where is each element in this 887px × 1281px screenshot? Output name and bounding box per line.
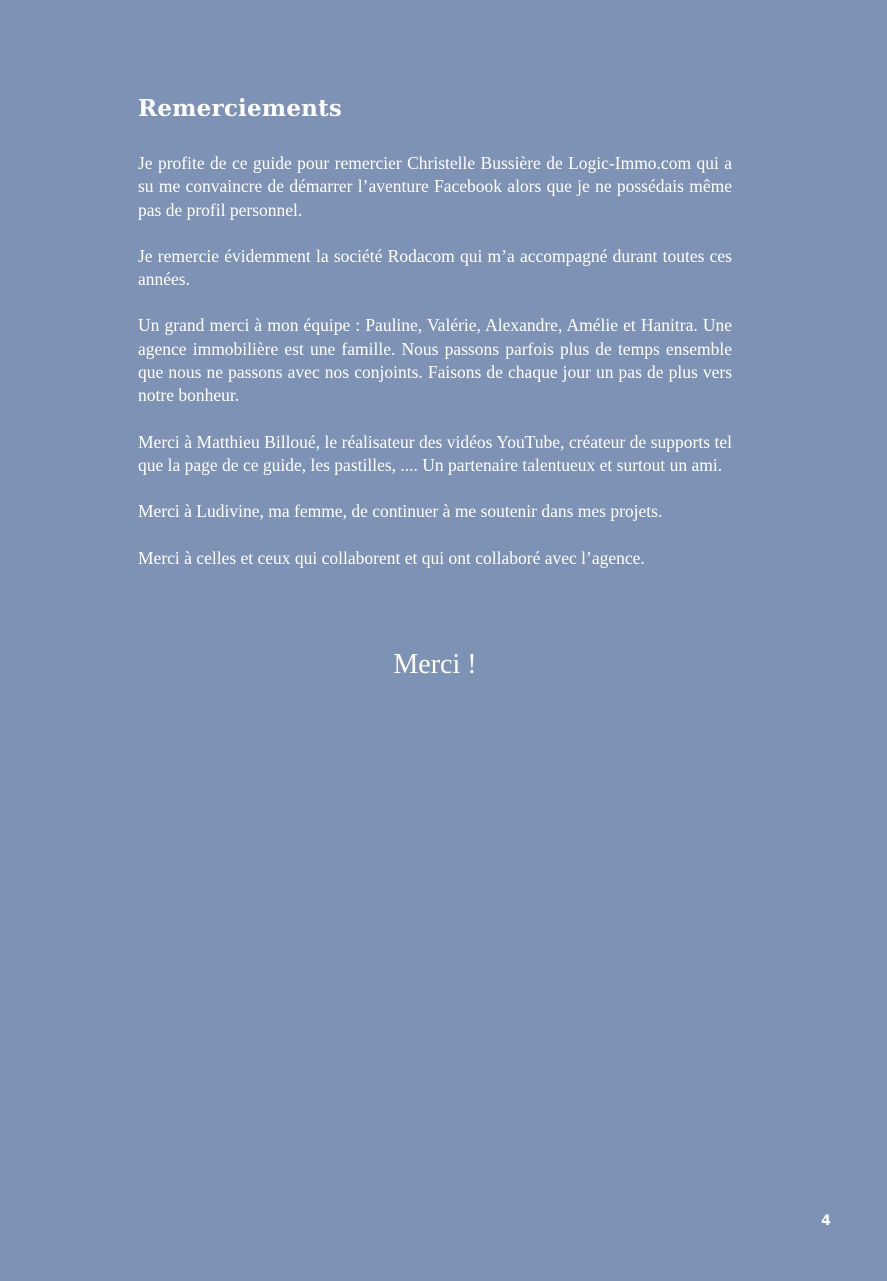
paragraph-matthieu: Merci à Matthieu Billoué, le réalisateur des vidéos YouTube, créateur de supports tel que la page de ce guide, les pastilles, .... Un partenaire talentueux et surtout un ami. [138, 431, 732, 475]
paragraph-rodacom: Je remercie évidemment la société Rodacom qui m’a accompagné durant toutes ces années. [138, 245, 732, 290]
paragraph-ludivine: Merci à Ludivine, ma femme, de continuer à me soutenir dans mes projets. [138, 501, 663, 522]
page-title: Remerciements [138, 95, 343, 122]
page-number: 4 [821, 1213, 831, 1229]
paragraph-collaborators: Merci à celles et ceux qui collaborent et qui ont collaboré avec l’agence. [138, 547, 645, 568]
paragraph-team: Un grand merci à mon équipe : Pauline, Valérie, Alexandre, Amélie et Hanitra. Une agence immobilière est une famille. Nous passons parfois plus de temps ensemble que nous ne passons avec nos conjoints. Faisons de chaque jour un pas de plus vers notre bonheur. [138, 315, 732, 406]
closing-thanks: Merci ! [393, 649, 477, 680]
paragraph-logic-immo: Je profite de ce guide pour remercier Christelle Bussière de Logic-Immo.com qui a su me convaincre de démarrer l’aventure Facebook alors que je ne possédais même pas de profil personnel. [138, 153, 732, 220]
page-content [138, 92, 732, 593]
